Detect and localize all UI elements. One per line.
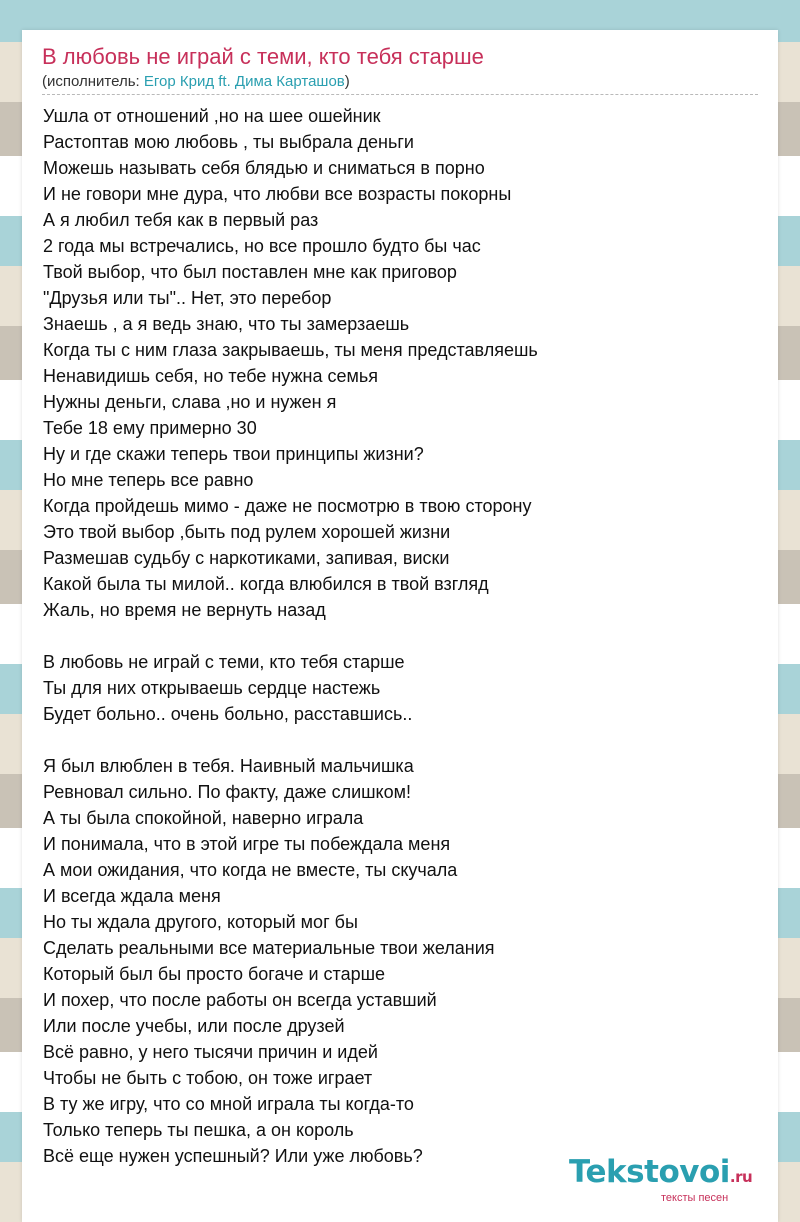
lyric-line: Можешь называть себя блядью и сниматься в порно xyxy=(43,158,485,178)
logo-main-text: Tekstovoi xyxy=(569,1154,730,1190)
lyric-line: Всё еще нужен успешный? Или уже любовь? xyxy=(43,1146,423,1166)
lyric-line: Когда пройдешь мимо - даже не посмотрю в твою сторону xyxy=(43,496,532,516)
lyric-line: А мои ожидания, что когда не вместе, ты скучала xyxy=(43,860,458,880)
lyric-line: В любовь не играй с теми, кто тебя старше xyxy=(43,652,405,672)
lyric-line: Какой была ты милой.. когда влюбился в твой взгляд xyxy=(43,574,489,594)
lyric-line: И всегда ждала меня xyxy=(43,886,221,906)
logo-wordmark xyxy=(569,1154,779,1190)
lyric-line: И похер, что после работы он всегда уставший xyxy=(43,990,437,1010)
lyric-line: Чтобы не быть с тобою, он тоже играет xyxy=(43,1068,373,1088)
lyric-line: Сделать реальными все материальные твои желания xyxy=(43,938,495,958)
lyric-line: Это твой выбор ,быть под рулем хорошей жизни xyxy=(43,522,451,542)
lyric-line: В ту же игру, что со мной играла ты когда-то xyxy=(43,1094,414,1114)
artist-line xyxy=(42,73,350,90)
lyric-line: Но ты ждала другого, который мог бы xyxy=(43,912,358,932)
lyric-line: 2 года мы встречались, но все прошло будто бы час xyxy=(43,236,481,256)
lyric-line: Я был влюблен в тебя. Наивный мальчишка xyxy=(43,756,414,776)
lyric-line: Или после учебы, или после друзей xyxy=(43,1016,345,1036)
verse-gap xyxy=(43,623,763,649)
lyric-line: Растоптав мою любовь , ты выбрала деньги xyxy=(43,132,414,152)
artist-suffix: ) xyxy=(344,73,350,90)
verse-gap xyxy=(43,727,763,753)
lyric-line: "Друзья или ты".. Нет, это перебор xyxy=(43,288,332,308)
lyric-line: А ты была спокойной, наверно играла xyxy=(43,808,364,828)
lyric-line: Твой выбор, что был поставлен мне как приговор xyxy=(43,262,457,282)
lyric-line: Ты для них открываешь сердце настежь xyxy=(43,678,381,698)
lyrics-text xyxy=(43,103,763,1169)
artist-prefix: (исполнитель: xyxy=(42,73,144,90)
logo-domain: .ru xyxy=(729,1168,753,1186)
lyric-line: Ушла от отношений ,но на шее ошейник xyxy=(43,106,381,126)
lyrics-card xyxy=(22,30,778,1222)
lyric-line: Но мне теперь все равно xyxy=(43,470,254,490)
lyric-line: Жаль, но время не вернуть назад xyxy=(43,600,326,620)
lyric-line: Размешав судьбу с наркотиками, запивая, виски xyxy=(43,548,450,568)
lyric-line: Ну и где скажи теперь твои принципы жизни? xyxy=(43,444,424,464)
lyric-line: Всё равно, у него тысячи причин и идей xyxy=(43,1042,378,1062)
lyric-line: Только теперь ты пешка, а он король xyxy=(43,1120,354,1140)
lyric-line: Ревновал сильно. По факту, даже слишком! xyxy=(43,782,412,802)
lyric-line: И не говори мне дура, что любви все возрасты покорны xyxy=(43,184,512,204)
lyric-line: Ненавидишь себя, но тебе нужна семья xyxy=(43,366,378,386)
lyric-line: Тебе 18 ему примерно 30 xyxy=(43,418,257,438)
lyric-line: Который был бы просто богаче и старше xyxy=(43,964,386,984)
lyric-line: И понимала, что в этой игре ты побеждала меня xyxy=(43,834,451,854)
artist-link[interactable]: Егор Крид ft. Дима Карташов xyxy=(143,73,345,90)
title-divider xyxy=(42,94,758,95)
lyric-line: Будет больно.. очень больно, расставшись.. xyxy=(43,704,413,724)
lyric-line: Нужны деньги, слава ,но и нужен я xyxy=(43,392,337,412)
lyric-line: Когда ты с ним глаза закрываешь, ты меня представляешь xyxy=(43,340,538,360)
logo-tagline: тексты песен xyxy=(661,1192,729,1204)
lyric-line: А я любил тебя как в первый раз xyxy=(43,210,319,230)
lyric-line: Знаешь , а я ведь знаю, что ты замерзаешь xyxy=(43,314,410,334)
site-logo[interactable] xyxy=(569,1154,779,1204)
song-title: В любовь не играй с теми, кто тебя старше xyxy=(42,44,484,69)
